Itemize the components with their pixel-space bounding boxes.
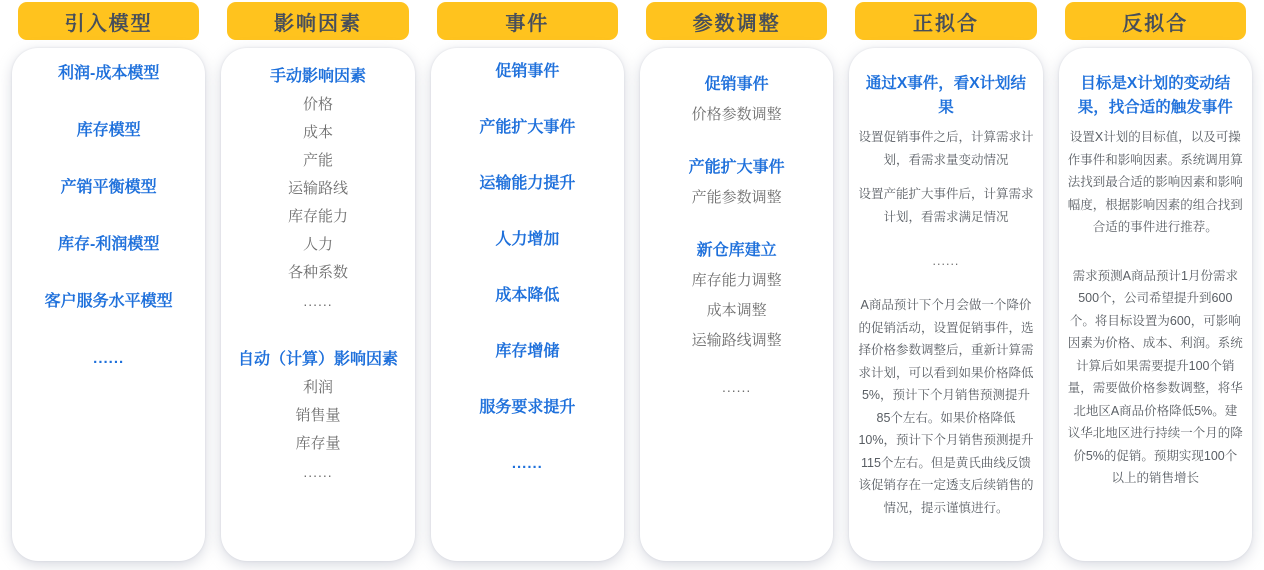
model-item: 客户服务水平模型 xyxy=(44,293,173,310)
param-group-promotion xyxy=(640,70,833,130)
param-group-title: 新仓库建立 xyxy=(696,242,777,259)
forward-fit-paragraph: 设置产能扩大事件后，计算需求计划，看需求满足情况 xyxy=(858,187,1034,224)
factor-item: 成本 xyxy=(302,124,333,141)
param-item: 产能参数调整 xyxy=(691,189,782,206)
factor-item: 运输路线 xyxy=(287,180,348,197)
event-item: 人力增加 xyxy=(495,231,560,248)
event-item: 成本降低 xyxy=(495,287,560,304)
auto-factors-ellipsis: ...... xyxy=(303,464,333,480)
factor-item: 价格 xyxy=(302,96,333,113)
model-item: 利润-成本模型 xyxy=(57,65,160,82)
column-reverse-fit xyxy=(1059,2,1252,561)
event-item: 促销事件 xyxy=(495,63,560,80)
param-item: 运输路线调整 xyxy=(691,332,782,349)
model-item: 库存-利润模型 xyxy=(57,236,160,253)
column-factors-card xyxy=(221,48,414,561)
param-group-warehouse xyxy=(640,236,833,356)
factor-item: 产能 xyxy=(302,152,333,169)
auto-factors-group xyxy=(221,345,414,486)
auto-factors-title: 自动（计算）影响因素 xyxy=(237,351,398,368)
factor-item: 库存能力 xyxy=(287,208,348,225)
param-group-capacity xyxy=(640,153,833,213)
events-ellipsis: ...... xyxy=(511,455,543,472)
manual-factors-title: 手动影响因素 xyxy=(269,68,366,85)
model-item: 库存模型 xyxy=(76,122,141,139)
column-params xyxy=(640,2,833,561)
column-params-card xyxy=(640,48,833,561)
model-item: 产销平衡模型 xyxy=(60,179,157,196)
reverse-fit-example-paragraph: 需求预测A商品预计1月份需求500个，公司希望提升到600个。将目标设置为600，可影响因素为价格、成本、利润。系统计算后如果需要提升100个销量，需要做价格参数调整，将华北地区A商品价格降低5%。建议华北地区进行持续一个月的降价5%的促销。预期实现100个以上的销售增长 xyxy=(1067,268,1243,486)
column-models-header: 引入模型 xyxy=(18,2,199,40)
column-reverse-fit-header: 反拟合 xyxy=(1065,2,1246,40)
factor-item: 各种系数 xyxy=(287,264,348,281)
forward-fit-paragraph: 设置促销事件之后，计算需求计划，看需求量变动情况 xyxy=(858,130,1034,167)
param-item: 价格参数调整 xyxy=(691,106,782,123)
manual-factors-ellipsis: ...... xyxy=(303,293,333,309)
column-factors xyxy=(221,2,414,561)
param-group-title: 促销事件 xyxy=(704,76,769,93)
forward-fit-example-paragraph: A商品预计下个月会做一个降价的促销活动，设置促销事件，选择价格参数调整后，重新计算需求计划，可以看到如果价格降低5%，预计下个月销售预测提升85个左右。如果价格降低10%，预计下个月销售预测提升115个左右。但是黄氏曲线反馈该促销存在一定透支后续销售的情况，提示谨慎进行。 xyxy=(858,298,1034,515)
param-item: 成本调整 xyxy=(706,302,767,319)
factor-item: 库存量 xyxy=(295,435,341,452)
reverse-fit-paragraph: 设置X计划的目标值，以及可操作事件和影响因素。系统调用算法找到最合适的影响因素和影响幅度，根据影响因素的组合找到合适的事件进行推荐。 xyxy=(1067,130,1243,235)
column-models xyxy=(12,2,205,561)
params-ellipsis: ...... xyxy=(721,379,752,395)
reverse-fit-title: 目标是X计划的变动结果，找合适的触发事件 xyxy=(1077,75,1233,117)
column-forward-fit xyxy=(849,2,1042,561)
column-events-card xyxy=(431,48,624,561)
param-item: 库存能力调整 xyxy=(691,272,782,289)
event-item: 库存增储 xyxy=(495,343,560,360)
factor-item: 人力 xyxy=(302,236,333,253)
forward-fit-ellipsis: ...... xyxy=(932,254,960,269)
event-item: 服务要求提升 xyxy=(479,399,576,416)
event-item: 产能扩大事件 xyxy=(479,119,576,136)
event-item: 运输能力提升 xyxy=(479,175,576,192)
column-factors-header: 影响因素 xyxy=(227,2,408,40)
column-models-card xyxy=(12,48,205,561)
factor-item: 利润 xyxy=(302,379,333,396)
forward-fit-title: 通过X事件，看X计划结果 xyxy=(865,75,1027,117)
column-events-header: 事件 xyxy=(437,2,618,40)
models-ellipsis: ...... xyxy=(93,350,125,367)
column-forward-fit-card xyxy=(849,48,1042,561)
column-events xyxy=(431,2,624,561)
param-group-title: 产能扩大事件 xyxy=(688,159,785,176)
manual-factors-group xyxy=(221,62,414,315)
factor-item: 销售量 xyxy=(295,407,341,424)
column-reverse-fit-card xyxy=(1059,48,1252,561)
column-forward-fit-header: 正拟合 xyxy=(855,2,1036,40)
column-params-header: 参数调整 xyxy=(646,2,827,40)
